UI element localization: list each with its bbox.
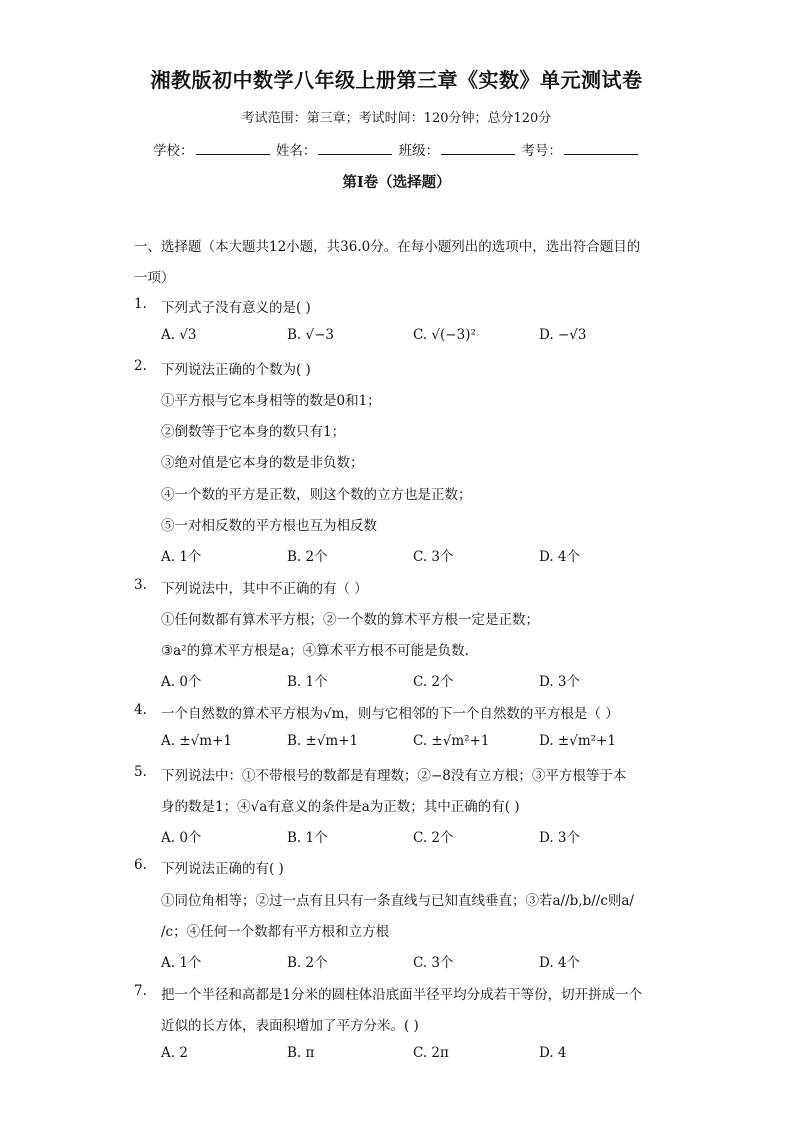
question-stem: 下列式子没有意义的是( ) [161,300,311,316]
question-number: 2. [134,358,147,374]
option-b: B. 2个 [287,955,328,971]
question-line: ⑤一对相反数的平方根也互为相反数 [161,518,377,534]
section-heading [134,232,674,294]
option-d: D. −√3 [539,327,587,343]
name-blank [318,142,392,155]
question-line: ①任何数都有算术平方根；②一个数的算术平方根一定是正数； [161,612,539,628]
option-d: D. ±√m²+1 [539,733,616,749]
part-title: 第I卷（选择题） [342,174,451,191]
option-d: D. 4个 [539,549,581,565]
class-blank [441,142,515,155]
option-b: B. 2个 [287,549,328,565]
school-label: 学校： [153,143,194,159]
question-line: ①同位角相等；②过一点有且只有一条直线与已知直线垂直；③若a//b,b//c则a/ [161,893,634,909]
option-b: B. √−3 [287,327,335,343]
option-c: C. ±√m²+1 [413,733,490,749]
number-label: 考号： [521,143,562,159]
class-label: 班级： [398,143,440,159]
question-line: ④一个数的平方是正数，则这个数的立方也是正数； [161,487,472,503]
question-line: ②倒数等于它本身的数只有1； [161,424,346,440]
option-b: B. 1个 [287,830,328,846]
option-d: D. 4 [539,1045,567,1061]
name-label: 姓名： [275,143,317,159]
options-row [161,327,681,347]
option-a: A. 0个 [161,674,202,690]
option-a: A. ±√m+1 [161,733,232,749]
options-row [161,951,681,971]
school-blank [196,142,270,155]
question-line: ③a²的算术平方根是a；④算术平方根不可能是负数. [161,643,469,659]
question-line: 身的数是1；④√a有意义的条件是a为正数；其中正确的有( ) [161,799,520,815]
option-b: B. 1个 [287,674,328,690]
number-blank [564,142,638,155]
option-a: A. 1个 [161,549,202,565]
question-number: 4. [134,702,147,718]
question-line: 近似的长方体，表面积增加了平方分米。( ) [161,1018,419,1034]
question-stem: 下列说法中：①不带根号的数都是有理数；②−8没有立方根；③平方根等于本 [161,768,627,784]
option-a: A. 0个 [161,830,202,846]
question-stem: 下列说法正确的有( ) [161,861,284,877]
option-c: C. 3个 [413,549,454,565]
question-stem: 下列说法中，其中不正确的有（ ） [161,581,368,597]
question-line: /c；④任何一个数都有平方根和立方根 [161,924,390,940]
question-stem: 一个自然数的算术平方根为√m，则与它相邻的下一个自然数的平方根是（ ） [161,706,619,722]
option-c: C. 2个 [413,674,454,690]
student-info-line [0,139,793,159]
option-a: A. 1个 [161,955,202,971]
option-b: B. π [287,1045,315,1061]
question-stem: 把一个半径和高都是1分米的圆柱体沿底面半径平均分成若干等份，切开拼成一个 [161,987,643,1003]
section-heading-line-2: 一项） [134,270,175,286]
question-number: 5. [134,764,147,780]
option-c: C. 3个 [413,955,454,971]
options-row [161,545,681,565]
option-b: B. ±√m+1 [287,733,359,749]
options-row [161,826,681,846]
options-row [161,733,681,753]
question-line: ③绝对值是它本身的数是非负数； [161,455,364,471]
options-row [161,1045,681,1065]
option-d: D. 3个 [539,674,581,690]
option-c: C. 2个 [413,830,454,846]
option-c: C. 2π [413,1045,449,1061]
section-heading-line-1: 一、选择题（本大题共12小题，共36.0分。在每小题列出的选项中，选出符合题目的 [134,239,641,255]
exam-subtitle: 考试范围：第三章；考试时间：120分钟；总分120分 [241,111,552,126]
option-a: A. √3 [161,327,197,343]
option-a: A. 2 [161,1045,188,1061]
question-number: 7. [134,983,147,999]
document-title: 湘教版初中数学八年级上册第三章《实数》单元测试卷 [150,68,643,92]
question-stem: 下列说法正确的个数为( ) [161,362,311,378]
question-number: 1. [134,296,147,312]
question-number: 3. [134,577,147,593]
option-d: D. 3个 [539,830,581,846]
option-d: D. 4个 [539,955,581,971]
question-line: ①平方根与它本身相等的数是0和1； [161,393,381,409]
question-number: 6. [134,857,147,873]
options-row [161,670,681,690]
option-c: C. √(−3)² [413,327,476,343]
